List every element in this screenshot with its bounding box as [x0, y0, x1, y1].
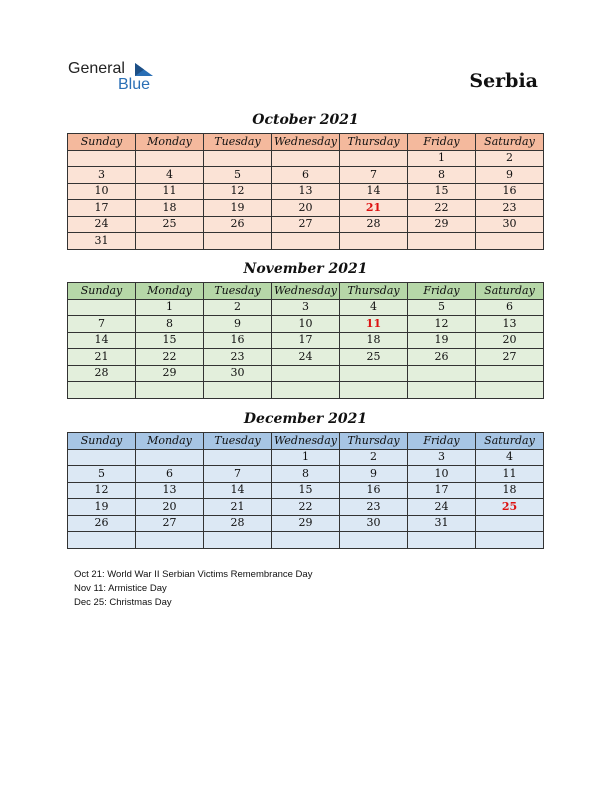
day-cell: 18	[476, 482, 544, 499]
week-row	[68, 200, 544, 217]
day-cell: 1	[272, 449, 340, 466]
weekday-header: Thursday	[340, 433, 408, 450]
brand-name-line2: Blue	[118, 76, 151, 93]
weekday-header: Tuesday	[204, 134, 272, 151]
week-row	[68, 449, 544, 466]
day-cell: 20	[272, 200, 340, 217]
day-cell	[340, 532, 408, 549]
day-cell: 11	[476, 466, 544, 483]
day-cell	[476, 515, 544, 532]
day-cell: 13	[476, 316, 544, 333]
day-cell: 29	[408, 216, 476, 233]
country-title: Serbia	[469, 70, 538, 92]
day-cell: 29	[136, 365, 204, 382]
weekday-header: Saturday	[476, 433, 544, 450]
day-cell: 28	[204, 515, 272, 532]
day-cell: 15	[408, 183, 476, 200]
weekday-header: Friday	[408, 134, 476, 151]
weekday-header: Monday	[136, 283, 204, 300]
day-cell: 25	[340, 349, 408, 366]
day-cell: 15	[136, 332, 204, 349]
day-cell: 9	[476, 167, 544, 184]
day-cell: 4	[340, 299, 408, 316]
day-cell: 10	[68, 183, 136, 200]
day-cell	[68, 449, 136, 466]
month-title-november: November 2021	[243, 261, 368, 277]
week-row	[68, 332, 544, 349]
day-cell: 22	[408, 200, 476, 217]
day-cell: 6	[272, 167, 340, 184]
day-cell	[340, 365, 408, 382]
day-cell: 14	[68, 332, 136, 349]
weekday-header: Tuesday	[204, 433, 272, 450]
brand-name-line1: General	[68, 60, 125, 77]
day-cell: 16	[204, 332, 272, 349]
calendar-october	[67, 133, 544, 250]
day-cell: 3	[272, 299, 340, 316]
day-cell: 14	[340, 183, 408, 200]
day-cell: 21	[68, 349, 136, 366]
day-cell: 18	[340, 332, 408, 349]
day-cell: 7	[340, 167, 408, 184]
day-cell: 8	[136, 316, 204, 333]
day-cell	[204, 532, 272, 549]
day-cell	[340, 233, 408, 250]
weekday-header: Sunday	[68, 433, 136, 450]
day-cell: 30	[340, 515, 408, 532]
day-cell: 13	[272, 183, 340, 200]
day-cell: 17	[272, 332, 340, 349]
day-cell: 6	[136, 466, 204, 483]
brand-logo	[68, 60, 168, 96]
week-row	[68, 515, 544, 532]
weekday-header: Thursday	[340, 283, 408, 300]
day-cell: 23	[204, 349, 272, 366]
day-cell	[136, 449, 204, 466]
week-row	[68, 499, 544, 516]
day-cell	[68, 532, 136, 549]
day-cell	[340, 150, 408, 167]
day-cell: 19	[204, 200, 272, 217]
day-cell	[204, 150, 272, 167]
day-cell	[272, 532, 340, 549]
weekday-header: Wednesday	[272, 283, 340, 300]
weekday-header-row	[68, 134, 544, 151]
day-cell: 18	[136, 200, 204, 217]
day-cell: 3	[408, 449, 476, 466]
day-cell	[204, 449, 272, 466]
day-cell: 16	[340, 482, 408, 499]
day-cell: 9	[340, 466, 408, 483]
weekday-header: Saturday	[476, 283, 544, 300]
day-cell	[136, 382, 204, 399]
week-row	[68, 349, 544, 366]
day-cell: 4	[136, 167, 204, 184]
day-cell: 31	[408, 515, 476, 532]
day-cell	[408, 233, 476, 250]
day-cell: 30	[476, 216, 544, 233]
week-row	[68, 382, 544, 399]
day-cell: 19	[68, 499, 136, 516]
weekday-header: Monday	[136, 433, 204, 450]
day-cell	[272, 150, 340, 167]
day-cell: 25	[136, 216, 204, 233]
day-cell: 12	[408, 316, 476, 333]
day-cell: 17	[408, 482, 476, 499]
week-row	[68, 532, 544, 549]
day-cell	[136, 150, 204, 167]
day-cell: 31	[68, 233, 136, 250]
day-cell: 25	[476, 499, 544, 516]
weekday-header: Wednesday	[272, 433, 340, 450]
day-cell: 29	[272, 515, 340, 532]
month-title-october: October 2021	[252, 112, 359, 128]
day-cell: 26	[408, 349, 476, 366]
day-cell	[204, 233, 272, 250]
day-cell	[204, 382, 272, 399]
day-cell: 22	[136, 349, 204, 366]
day-cell: 4	[476, 449, 544, 466]
weekday-header: Friday	[408, 433, 476, 450]
day-cell: 2	[476, 150, 544, 167]
week-row	[68, 482, 544, 499]
weekday-header: Thursday	[340, 134, 408, 151]
day-cell	[340, 382, 408, 399]
day-cell: 11	[136, 183, 204, 200]
day-cell: 1	[136, 299, 204, 316]
day-cell: 26	[68, 515, 136, 532]
day-cell: 5	[204, 167, 272, 184]
day-cell: 24	[68, 216, 136, 233]
day-cell	[136, 233, 204, 250]
day-cell: 8	[272, 466, 340, 483]
week-row	[68, 167, 544, 184]
logo-triangle-icon	[135, 63, 153, 77]
week-row	[68, 216, 544, 233]
day-cell	[476, 233, 544, 250]
week-row	[68, 316, 544, 333]
day-cell: 1	[408, 150, 476, 167]
day-cell: 22	[272, 499, 340, 516]
day-cell: 9	[204, 316, 272, 333]
day-cell: 6	[476, 299, 544, 316]
day-cell	[68, 150, 136, 167]
weekday-header: Friday	[408, 283, 476, 300]
day-cell: 8	[408, 167, 476, 184]
week-row	[68, 183, 544, 200]
day-cell: 24	[272, 349, 340, 366]
weekday-header: Wednesday	[272, 134, 340, 151]
holiday-note: Nov 11: Armistice Day	[74, 583, 167, 594]
day-cell: 28	[68, 365, 136, 382]
day-cell: 21	[204, 499, 272, 516]
day-cell: 12	[68, 482, 136, 499]
day-cell: 20	[476, 332, 544, 349]
holiday-notes	[74, 568, 312, 610]
day-cell: 15	[272, 482, 340, 499]
week-row	[68, 365, 544, 382]
day-cell	[272, 365, 340, 382]
day-cell	[272, 233, 340, 250]
week-row	[68, 233, 544, 250]
holiday-note: Dec 25: Christmas Day	[74, 597, 172, 608]
day-cell	[68, 382, 136, 399]
day-cell: 21	[340, 200, 408, 217]
day-cell: 2	[204, 299, 272, 316]
day-cell: 13	[136, 482, 204, 499]
day-cell: 27	[136, 515, 204, 532]
calendar-december	[67, 432, 544, 549]
weekday-header: Sunday	[68, 283, 136, 300]
day-cell: 3	[68, 167, 136, 184]
day-cell: 26	[204, 216, 272, 233]
day-cell: 30	[204, 365, 272, 382]
day-cell: 23	[476, 200, 544, 217]
day-cell	[408, 532, 476, 549]
week-row	[68, 150, 544, 167]
weekday-header: Saturday	[476, 134, 544, 151]
month-title-december: December 2021	[243, 411, 368, 427]
day-cell	[68, 299, 136, 316]
day-cell	[408, 365, 476, 382]
day-cell	[408, 382, 476, 399]
weekday-header: Tuesday	[204, 283, 272, 300]
day-cell: 19	[408, 332, 476, 349]
day-cell: 11	[340, 316, 408, 333]
day-cell: 17	[68, 200, 136, 217]
weekday-header: Sunday	[68, 134, 136, 151]
day-cell: 23	[340, 499, 408, 516]
day-cell: 7	[204, 466, 272, 483]
day-cell: 2	[340, 449, 408, 466]
calendar-november	[67, 282, 544, 399]
day-cell: 24	[408, 499, 476, 516]
day-cell: 5	[408, 299, 476, 316]
day-cell	[272, 382, 340, 399]
day-cell: 27	[272, 216, 340, 233]
day-cell: 10	[408, 466, 476, 483]
weekday-header-row	[68, 283, 544, 300]
day-cell: 7	[68, 316, 136, 333]
day-cell	[476, 365, 544, 382]
day-cell	[476, 532, 544, 549]
day-cell: 5	[68, 466, 136, 483]
weekday-header-row	[68, 433, 544, 450]
day-cell: 14	[204, 482, 272, 499]
day-cell: 20	[136, 499, 204, 516]
holiday-note: Oct 21: World War II Serbian Victims Remembrance Day	[74, 569, 313, 580]
day-cell: 16	[476, 183, 544, 200]
day-cell: 27	[476, 349, 544, 366]
weekday-header: Monday	[136, 134, 204, 151]
day-cell: 12	[204, 183, 272, 200]
day-cell	[476, 382, 544, 399]
day-cell	[136, 532, 204, 549]
day-cell: 10	[272, 316, 340, 333]
week-row	[68, 299, 544, 316]
day-cell: 28	[340, 216, 408, 233]
week-row	[68, 466, 544, 483]
